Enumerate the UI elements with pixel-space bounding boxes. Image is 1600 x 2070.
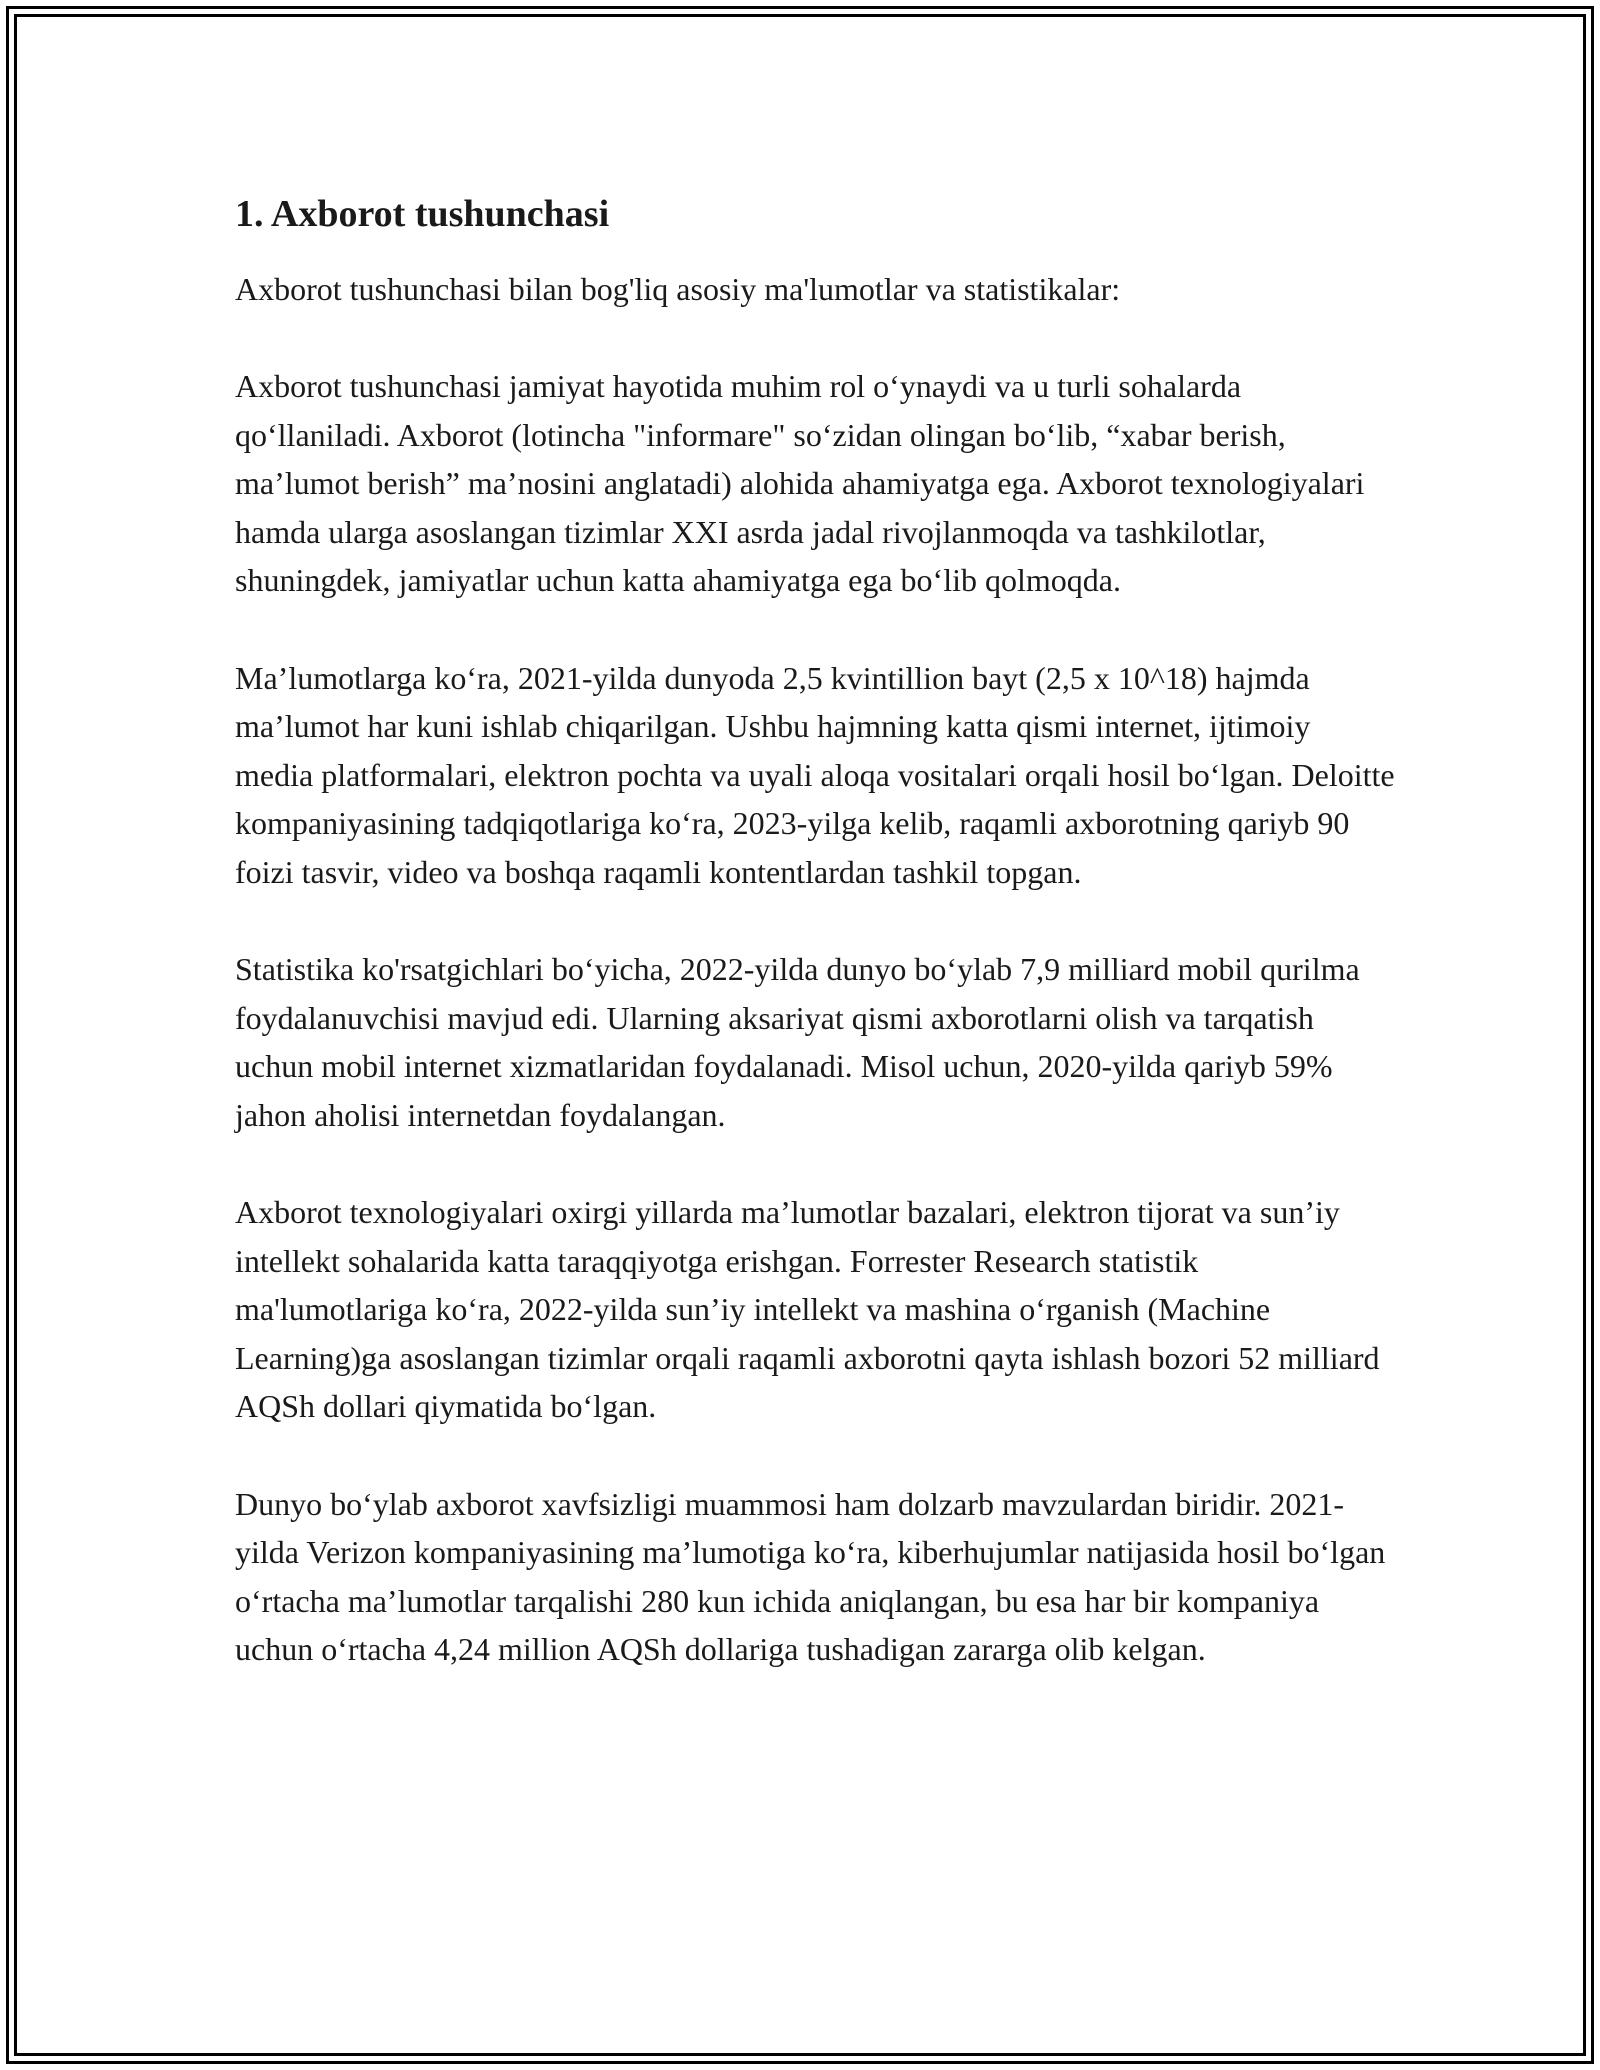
document-body xyxy=(235,185,1395,1723)
paragraph-security: Dunyo bo‘ylab axborot xavfsizligi muammosi ham dolzarb mavzulardan biridir. 2021-yilda Verizon kompaniyasining ma’lumotiga ko‘ra, kiberhujumlar natijasida hosil bo‘lgan o‘rtacha ma’lumotlar tarqalishi 280 kun ichida aniqlangan, bu esa har bir kompaniya uchun o‘rtacha 4,24 million AQSh dollariga tushadigan zararga olib kelgan. xyxy=(235,1485,1386,1667)
paragraph-mobile-users: Statistika ko'rsatgichlari bo‘yicha, 2022-yilda dunyo bo‘ylab 7,9 milliard mobil qurilma foydalanuvchisi mavjud edi. Ularning aksariyat qismi axborotlarni olish va tarqatish uchun mobil internet xizmatlaridan foydalanadi. Misol uchun, 2020-yilda qariyb 59% jahon aholisi internetdan foydalangan. xyxy=(235,951,1360,1133)
paragraph-axborot-definition: Axborot tushunchasi jamiyat hayotida muhim rol o‘ynaydi va u turli sohalarda qo‘llaniladi. Axborot (lotincha "informare" so‘zidan olingan bo‘lib, “xabar berish, ma’lumot berish” ma’nosini anglatadi) alohida ahamiyatga ega. Axborot texnologiyalari hamda ularga asoslangan tizimlar XXI asrda jadal rivojlanmoqda va tashkilotlar, shuningdek, jamiyatlar uchun katta ahamiyatga ega bo‘lib qolmoqda. xyxy=(235,368,1365,598)
page-title: 1. Axborot tushunchasi xyxy=(235,193,610,235)
paragraph-ai-market: Axborot texnologiyalari oxirgi yillarda ma’lumotlar bazalari, elektron tijorat va sun’iy intellekt sohalarida katta taraqqiyotga erishgan. Forrester Research statistik ma'lumotlariga ko‘ra, 2022-yilda sun’iy intellekt va mashina o‘rganish (Machine Learning)ga asoslangan tizimlar orqali raqamli axborotni qayta ishlash bozori 52 milliard AQSh dollari qiymatida bo‘lgan. xyxy=(235,1194,1380,1424)
intro-text: Axborot tushunchasi bilan bog'liq asosiy ma'lumotlar va statistikalar: xyxy=(235,271,1121,307)
paragraph-data-volume: Ma’lumotlarga ko‘ra, 2021-yilda dunyoda 2,5 kvintillion bayt (2,5 x 10^18) hajmda ma’lumot har kuni ishlab chiqarilgan. Ushbu hajmning katta qismi internet, ijtimoiy media platformalari, elektron pochta va uyali aloqa vositalari orqali hosil bo‘lgan. Deloitte kompaniyasining tadqiqotlariga ko‘ra, 2023-yilga kelib, raqamli axborotning qariyb 90 foizi tasvir, video va boshqa raqamli kontentlardan tashkil topgan. xyxy=(235,659,1395,890)
